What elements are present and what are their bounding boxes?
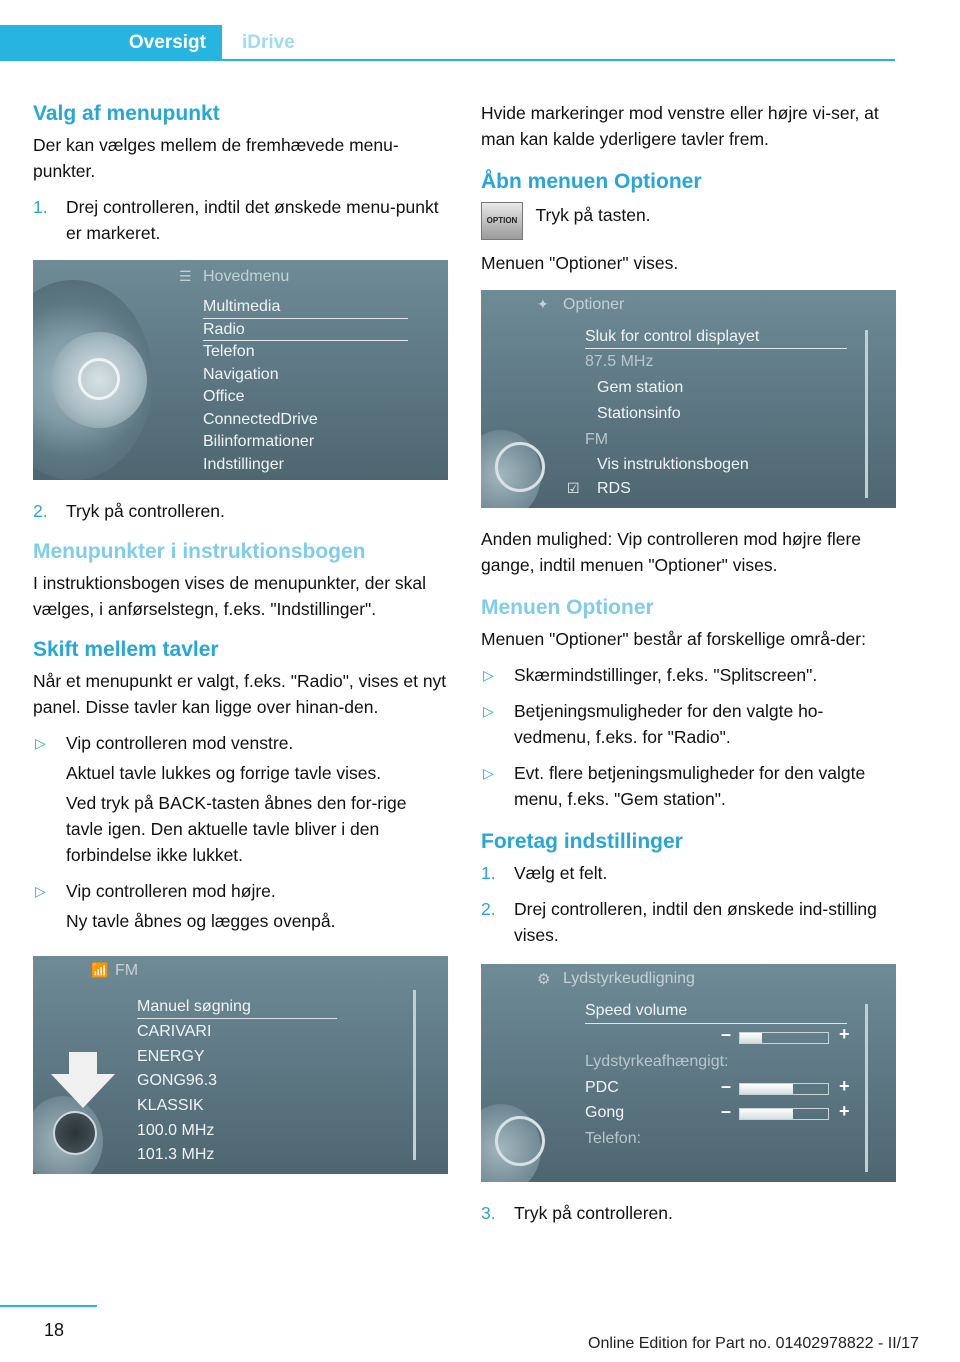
- minus-icon: –: [721, 1024, 732, 1044]
- step-number: 2.: [33, 501, 48, 521]
- paragraph-bestaar: Menuen "Optioner" består af forskellige områ-der:: [481, 629, 866, 649]
- screenshot-optioner: [481, 290, 896, 508]
- menu-item: RDS: [597, 480, 631, 497]
- option-key-text: Tryk på tasten.: [535, 205, 651, 225]
- rotate-icon: [78, 358, 120, 400]
- step-text: Vælg et felt.: [514, 863, 608, 883]
- tab-idrive[interactable]: iDrive: [242, 32, 295, 53]
- menu-item: CARIVARI: [137, 1023, 212, 1040]
- level-fill: [740, 1109, 793, 1119]
- step-2: [481, 896, 896, 948]
- menu-item-selected: Radio: [203, 321, 245, 338]
- edition-note: Online Edition for Part no. 01402978822 - II/17: [588, 1335, 919, 1352]
- paragraph-skift: Når et menupunkt er valgt, f.eks. "Radio", vises et nyt panel. Disse tavler kan ligge over hinan-den.: [33, 671, 447, 717]
- list-icon: ☰: [179, 268, 192, 284]
- option-key-icon: OPTION: [481, 202, 523, 240]
- heading-menupunkter: Menupunkter i instruktionsbogen: [33, 540, 366, 563]
- heading-aabn-menuen-optioner: Åbn menuen Optioner: [481, 170, 702, 193]
- triangle-bullet-icon: ▷: [35, 735, 46, 751]
- menu-item: ConnectedDrive: [203, 411, 318, 428]
- menu-item: Multimedia: [203, 298, 281, 315]
- menu-item: Office: [203, 388, 245, 405]
- triangle-bullet-icon: ▷: [483, 667, 494, 683]
- bullet-text: Skærmindstillinger, f.eks. "Splitscreen".: [514, 665, 818, 685]
- step-number: 1.: [33, 197, 48, 217]
- screen-title: FM: [115, 962, 139, 979]
- plus-icon: +: [839, 1101, 850, 1121]
- menu-item-selected: Sluk for control displayet: [585, 328, 760, 345]
- heading-foretag-indstillinger: Foretag indstillinger: [481, 830, 683, 853]
- highlight-line: [203, 340, 408, 341]
- step-1: [481, 860, 896, 886]
- options-icon: ✦: [537, 296, 549, 312]
- step-text: Tryk på controlleren.: [66, 501, 225, 521]
- scrollbar: [413, 990, 416, 1160]
- controller-knob: [53, 1111, 97, 1155]
- highlight-line: [203, 318, 408, 319]
- step-number: 1.: [481, 863, 496, 883]
- level-bar-gong[interactable]: [739, 1108, 829, 1120]
- right-column: [481, 100, 896, 1236]
- menu-item: GONG96.3: [137, 1072, 218, 1089]
- left-column: [33, 100, 448, 1192]
- bullet-sub-text: Aktuel tavle lukkes og forrige tavle vises.: [66, 763, 382, 783]
- setting-section-label: Telefon:: [585, 1130, 642, 1147]
- step-text: Drej controlleren, indtil den ønskede ind-stilling vises.: [514, 899, 877, 945]
- menu-section-label: 87.5 MHz: [585, 353, 654, 370]
- screen-title: Hovedmenu: [203, 268, 290, 285]
- step-2: [33, 498, 448, 524]
- bullet-sub-text: Ny tavle åbnes og lægges ovenpå.: [66, 911, 336, 931]
- settings-icon: ⚙: [537, 971, 551, 988]
- menu-item: 101.3 MHz: [137, 1146, 215, 1163]
- controller-knob: [495, 1116, 545, 1166]
- minus-icon: –: [721, 1101, 732, 1121]
- menu-item: ENERGY: [137, 1048, 205, 1065]
- screenshot-hovedmenu: [33, 260, 448, 480]
- bullet-venstre: [33, 730, 448, 756]
- screenshot-fm: [33, 956, 448, 1174]
- menu-item: KLASSIK: [137, 1097, 204, 1114]
- page-number: 18: [44, 1320, 65, 1340]
- menu-section-label: FM: [585, 431, 609, 448]
- menu-item: Telefon: [203, 343, 255, 360]
- bullet-text: Vip controlleren mod venstre.: [66, 733, 294, 753]
- bullet-text: Evt. flere betjeningsmuligheder for den valgte menu, f.eks. "Gem station".: [514, 763, 866, 809]
- arrow-down-icon: [51, 1074, 115, 1108]
- bullet-hoejre: [33, 878, 448, 904]
- bullet-3: [481, 760, 896, 812]
- step-3: [481, 1200, 896, 1226]
- checkbox-icon: ☑: [567, 480, 580, 496]
- triangle-bullet-icon: ▷: [483, 765, 494, 781]
- header-rule: [222, 59, 895, 61]
- screen-title: Lydstyrkeudligning: [563, 970, 695, 987]
- paragraph-valg: Der kan vælges mellem de fremhævede menu-punkter.: [33, 135, 399, 181]
- step-1: [33, 194, 448, 246]
- menu-item: Gem station: [597, 379, 684, 396]
- bullet-1: [481, 662, 896, 688]
- option-key-row: [481, 202, 896, 240]
- minus-icon: –: [721, 1076, 732, 1096]
- step-number: 3.: [481, 1203, 496, 1223]
- heading-menuen-optioner: Menuen Optioner: [481, 596, 654, 619]
- menu-item-selected: Manuel søgning: [137, 998, 251, 1015]
- radio-icon: 📶: [91, 962, 109, 978]
- menu-item: Bilinformationer: [203, 433, 315, 450]
- heading-valg-af-menupunkt: Valg af menupunkt: [33, 102, 220, 125]
- setting-label: PDC: [585, 1079, 619, 1096]
- bullet-text: Vip controlleren mod højre.: [66, 881, 276, 901]
- menu-item: Vis instruktionsbogen: [597, 456, 749, 473]
- step-text: Drej controlleren, indtil det ønskede menu-punkt er markeret.: [66, 197, 439, 243]
- arrow-down-icon-stem: [69, 1052, 97, 1076]
- paragraph-anden: Anden mulighed: Vip controlleren mod højre flere gange, indtil menuen "Optioner" vises.: [481, 529, 862, 575]
- tab-oversigt[interactable]: Oversigt: [0, 25, 222, 61]
- bullet-sub-text: Ved tryk på BACK-tasten åbnes den for-rige tavle igen. Den aktuelle tavle bliver i den forbindelse ikke lukket.: [66, 793, 407, 865]
- menu-item: 100.0 MHz: [137, 1122, 215, 1139]
- highlight-line: [585, 1023, 847, 1024]
- step-number: 2.: [481, 899, 496, 919]
- screen-title: Optioner: [563, 296, 625, 313]
- level-bar-speed-volume[interactable]: [739, 1032, 829, 1044]
- footer-rule: [0, 1305, 97, 1307]
- scrollbar: [865, 330, 868, 498]
- paragraph-menupunkter: I instruktionsbogen vises de menupunkter, der skal vælges, i anførselstegn, f.eks. "Indstillinger".: [33, 573, 426, 619]
- setting-section-label: Lydstyrkeafhængigt:: [585, 1053, 729, 1070]
- level-fill: [740, 1033, 762, 1043]
- bullet-2: [481, 698, 896, 750]
- highlight-line: [137, 1018, 337, 1019]
- plus-icon: +: [839, 1076, 850, 1096]
- level-bar-pdc[interactable]: [739, 1083, 829, 1095]
- bullet-text: Betjeningsmuligheder for den valgte ho-vedmenu, f.eks. for "Radio".: [514, 701, 824, 747]
- heading-skift-mellem-tavler: Skift mellem tavler: [33, 638, 219, 661]
- paragraph-vises: Menuen "Optioner" vises.: [481, 253, 679, 273]
- menu-item: Indstillinger: [203, 456, 284, 473]
- level-fill: [740, 1084, 793, 1094]
- scrollbar: [865, 1004, 868, 1172]
- header-bar: [0, 25, 895, 61]
- menu-item: Navigation: [203, 366, 279, 383]
- setting-label-selected: Speed volume: [585, 1002, 688, 1019]
- paragraph-hvide: Hvide markeringer mod venstre eller højre vi-ser, at man kan kalde yderligere tavler frem.: [481, 103, 879, 149]
- setting-label: Gong: [585, 1104, 625, 1121]
- triangle-bullet-icon: ▷: [483, 703, 494, 719]
- menu-item: Stationsinfo: [597, 405, 681, 422]
- triangle-bullet-icon: ▷: [35, 883, 46, 899]
- step-text: Tryk på controlleren.: [514, 1203, 673, 1223]
- controller-knob: [495, 442, 545, 492]
- highlight-line: [585, 348, 847, 349]
- plus-icon: +: [839, 1024, 850, 1044]
- screenshot-lydstyrkeudligning: [481, 964, 896, 1182]
